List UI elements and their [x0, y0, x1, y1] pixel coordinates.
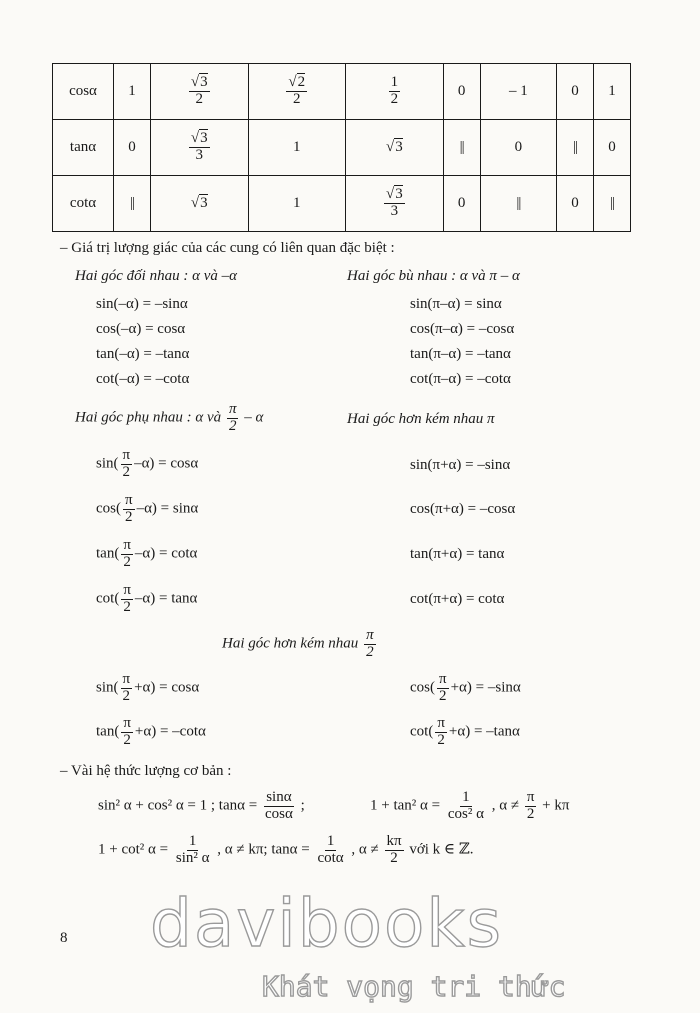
table-cell: 0 [557, 176, 594, 232]
table-cell: √3 [346, 120, 444, 176]
formula-pi-difference: sin(π+α) = –sinα [410, 457, 511, 473]
supplementary-angles-title: Hai góc bù nhau : α và π – α [347, 268, 520, 284]
table-cell: 0 [443, 64, 480, 120]
formula-half-pi: sin( $\frac{\pi}{2}$ +α) = cosα [96, 671, 200, 704]
table-cell: $\frac{1}{2}$ [346, 64, 444, 120]
formula-pi-difference: cos(π+α) = –cosα [410, 501, 516, 517]
table-cell: $\frac{√2}{2}$ [248, 64, 346, 120]
table-cell: || [557, 120, 594, 176]
table-cell: 1 [114, 64, 151, 120]
formula-pi-difference: cot(π+α) = cotα [410, 591, 505, 607]
formula-supplementary: cot(π–α) = –cotα [410, 371, 511, 387]
table-cell: – 1 [480, 64, 557, 120]
formula-complementary: cos( $\frac{\pi}{2}$ –α) = sinα [96, 492, 199, 525]
row-label: cotα [53, 176, 114, 232]
table-cell: 0 [557, 64, 594, 120]
complementary-angles-title: Hai góc phụ nhau : α và $\frac{\pi}{2}$ – α [75, 401, 264, 434]
formula-complementary: sin( $\frac{\pi}{2}$ –α) = cosα [96, 447, 199, 480]
half-pi-difference-title: Hai góc hơn kém nhau $\frac{\pi}{2}$ [222, 627, 374, 660]
identity-line-1a: sin² α + cos² α = 1 ; tanα = $\frac{\sin\alpha}{\cos\alpha}$ ; [98, 789, 305, 822]
table-cell: $\frac{√3}{3}$ [346, 176, 444, 232]
table-cell: || [594, 176, 631, 232]
page-number: 8 [60, 930, 68, 946]
brand-tagline: Khát vọng tri thức [262, 970, 566, 1003]
pi-difference-title: Hai góc hơn kém nhau π [347, 411, 495, 427]
formula-complementary: tan( $\frac{\pi}{2}$ –α) = cotα [96, 537, 198, 570]
formula-half-pi: tan( $\frac{\pi}{2}$ +α) = –cotα [96, 715, 206, 748]
row-label: tanα [53, 120, 114, 176]
table-cell: || [443, 120, 480, 176]
table-cell: 0 [480, 120, 557, 176]
formula-half-pi: cot( $\frac{\pi}{2}$ +α) = –tanα [410, 715, 520, 748]
table-cell: √3 [150, 176, 248, 232]
formula-opposite: sin(–α) = –sinα [96, 296, 188, 312]
table-row [53, 64, 631, 120]
formula-pi-difference: tan(π+α) = tanα [410, 546, 505, 562]
formula-supplementary: sin(π–α) = sinα [410, 296, 502, 312]
table-cell: 1 [594, 64, 631, 120]
table-cell: 0 [114, 120, 151, 176]
trig-values-table [52, 63, 631, 232]
section-heading-special-arcs: – Giá trị lượng giác của các cung có liên quan đặc biệt : [60, 240, 395, 256]
identity-line-2: 1 + cot² α = $\frac{1}{\text{sin² α}}$ , α ≠ kπ; tanα = $\frac{1}{\cot\alpha}$ , α ≠ $\frac{k\pi}{2}$ với k ∈ ℤ. [98, 833, 474, 866]
table-row [53, 176, 631, 232]
table-cell: 0 [443, 176, 480, 232]
table-row [53, 120, 631, 176]
identity-line-1b: 1 + tan² α = $\frac{1}{\text{cos² α}}$ , α ≠ $\frac{\pi}{2}$ + kπ [370, 789, 570, 822]
brand-watermark: davibooks [150, 885, 503, 962]
opposite-angles-title: Hai góc đối nhau : α và –α [75, 268, 237, 284]
table-cell: $\frac{√3}{3}$ [150, 120, 248, 176]
table-cell: || [480, 176, 557, 232]
table-cell: $\frac{√3}{2}$ [150, 64, 248, 120]
table-cell: 1 [248, 176, 346, 232]
formula-supplementary: tan(π–α) = –tanα [410, 346, 511, 362]
section-heading-basic-identities: – Vài hệ thức lượng cơ bản : [60, 763, 232, 779]
table-cell: 0 [594, 120, 631, 176]
formula-supplementary: cos(π–α) = –cosα [410, 321, 515, 337]
formula-opposite: cos(–α) = cosα [96, 321, 186, 337]
table-cell: || [114, 176, 151, 232]
formula-opposite: tan(–α) = –tanα [96, 346, 190, 362]
formula-complementary: cot( $\frac{\pi}{2}$ –α) = tanα [96, 582, 198, 615]
formula-opposite: cot(–α) = –cotα [96, 371, 190, 387]
formula-half-pi: cos( $\frac{\pi}{2}$ +α) = –sinα [410, 671, 521, 704]
row-label: cosα [53, 64, 114, 120]
table-cell: 1 [248, 120, 346, 176]
